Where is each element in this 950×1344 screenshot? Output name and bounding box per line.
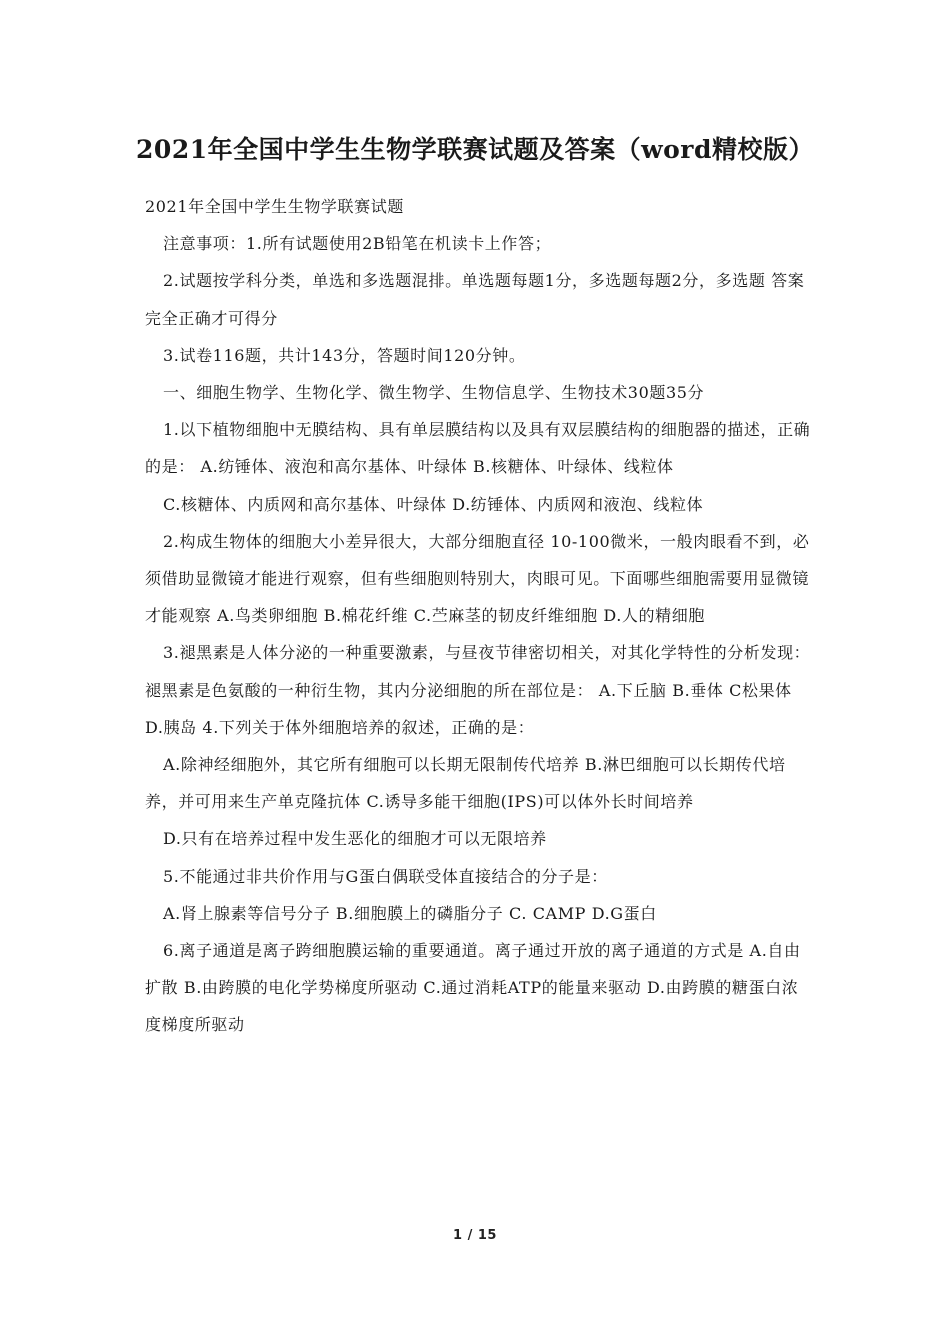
document-body <box>145 188 813 1044</box>
paragraph: 2.构成生物体的细胞大小差异很大，大部分细胞直径 10-100微米，一般肉眼看不到，必须借助显微镜才能进行观察，但有些细胞则特别大，肉眼可见。下面哪些细胞需要用显微镜才能观察 A.鸟类卵细胞 B.棉花纤维 C.苎麻茎的韧皮纤维细胞 D.人的精细胞 <box>145 531 810 626</box>
page-number: 1 / 15 <box>453 1228 497 1243</box>
paragraph: 5.不能通过非共价作用与G蛋白偶联受体直接结合的分子是： <box>163 866 608 886</box>
paragraph: 2021年全国中学生生物学联赛试题 <box>145 197 404 216</box>
paragraph: 2.试题按学科分类，单选和多选题混排。单选题每题1分，多选题每题2分，多选题 答案完全正确才可得分 <box>145 271 805 328</box>
paragraph: 6.离子通道是离子跨细胞膜运输的重要通道。离子通过开放的离子通道的方式是 A.自由扩散 B.由跨膜的电化学势梯度所驱动 C.通过消耗ATP的能量来驱动 D.由跨膜的糖蛋白浓度梯度所驱动 <box>145 941 801 1035</box>
paragraph: C.核糖体、内质网和高尔基体、叶绿体 D.纺锤体、内质网和液泡、线粒体 <box>163 494 704 514</box>
paragraph: A.除神经细胞外，其它所有细胞可以长期无限制传代培养 B.淋巴细胞可以长期传代培养，并可用来生产单克隆抗体 C.诱导多能干细胞(IPS)可以体外长时间培养 <box>145 755 786 812</box>
paragraph: 3.褪黑素是人体分泌的一种重要激素，与昼夜节律密切相关，对其化学特性的分析发现：褪黑素是色氨酸的一种衍生物，其内分泌细胞的所在部位是： A.下丘脑 B.垂体 C松果体 D.胰岛 4.下列关于体外细胞培养的叙述，正确的是： <box>145 643 811 737</box>
document-title: 2021年全国中学生生物学联赛试题及答案（word精校版） <box>136 135 814 164</box>
paragraph: A.肾上腺素等信号分子 B.细胞膜上的磷脂分子 C. CAMP D.G蛋白 <box>163 903 657 923</box>
paragraph: 1.以下植物细胞中无膜结构、具有单层膜结构以及具有双层膜结构的细胞器的描述，正确的是： A.纺锤体、液泡和高尔基体、叶绿体 B.核糖体、叶绿体、线粒体 <box>145 420 811 477</box>
paragraph: 一、细胞生物学、生物化学、微生物学、生物信息学、生物技术30题35分 <box>163 383 705 403</box>
paragraph: D.只有在培养过程中发生恶化的细胞才可以无限培养 <box>163 829 547 849</box>
paragraph: 注意事项：1.所有试题使用2B铅笔在机读卡上作答； <box>163 234 552 254</box>
paragraph: 3.试卷116题，共计143分，答题时间120分钟。 <box>163 345 526 365</box>
